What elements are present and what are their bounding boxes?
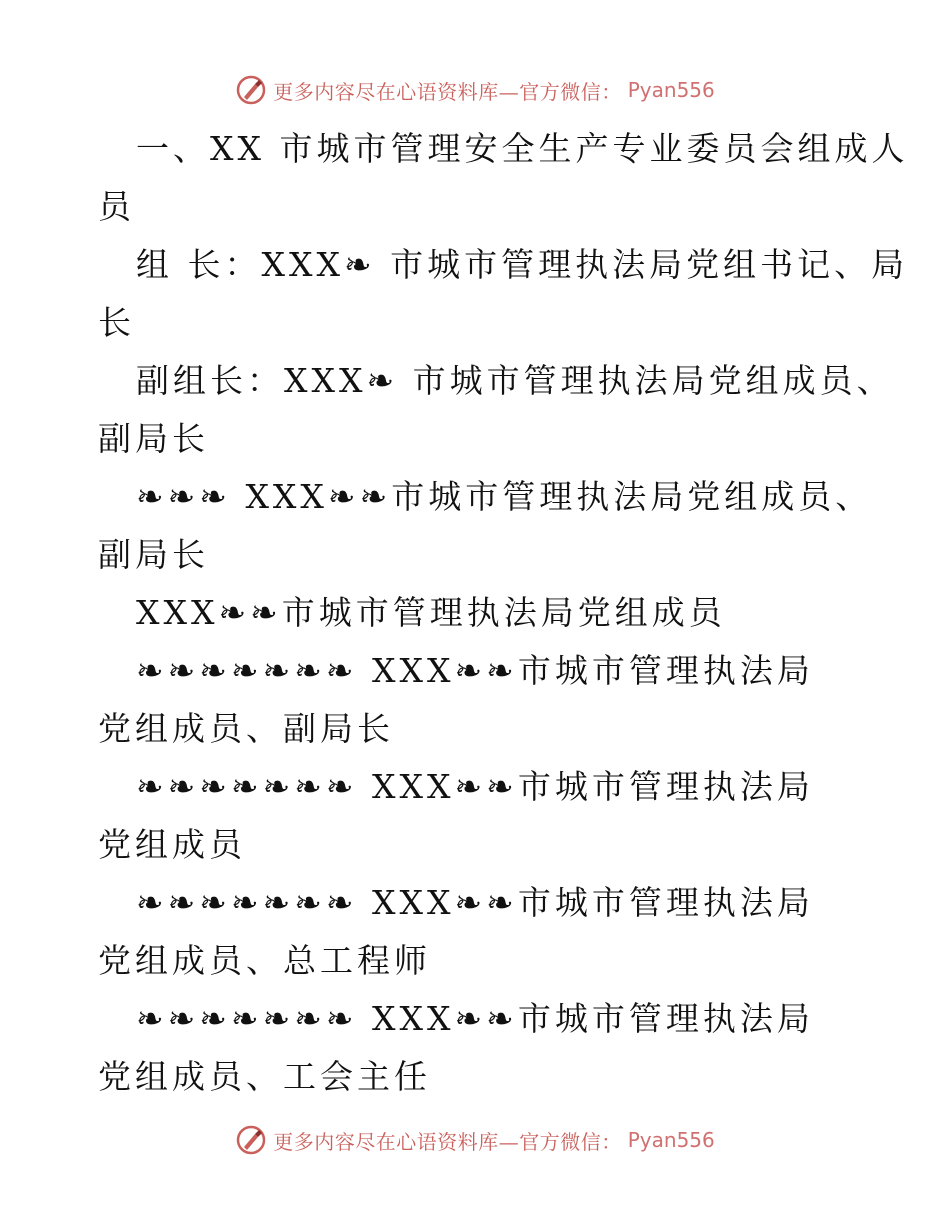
pen-circle-logo-icon <box>235 74 267 106</box>
text-line: ❧❧❧❧❧❧❧ XXX❧❧市城市管理执法局 <box>136 883 814 922</box>
text-line: 党组成员、总工程师 <box>98 941 431 980</box>
watermark-text: 更多内容尽在心语资料库—官方微信： <box>273 1129 622 1154</box>
text-line: ❧❧❧❧❧❧❧ XXX❧❧市城市管理执法局 <box>136 767 814 806</box>
text-line: 党组成员、工会主任 <box>98 1057 431 1096</box>
text-line: 一、XX 市城市管理安全生产专业委员会组成人 <box>136 129 909 168</box>
text-line: 党组成员 <box>98 825 246 864</box>
watermark-wechat-id: Pyan556 <box>627 78 715 102</box>
text-line: 副局长 <box>98 535 209 574</box>
text-line: ❧❧❧❧❧❧❧ XXX❧❧市城市管理执法局 <box>136 651 814 690</box>
footer-watermark-banner <box>0 1120 950 1160</box>
watermark-wechat-id: Pyan556 <box>627 1128 715 1152</box>
text-line: 长 <box>98 303 135 342</box>
watermark-text: 更多内容尽在心语资料库—官方微信： <box>273 79 622 104</box>
text-line: ❧❧❧ XXX❧❧市城市管理执法局党组成员、 <box>136 477 873 516</box>
text-line: 党组成员、副局长 <box>98 709 394 748</box>
text-line: 副局长 <box>98 419 209 458</box>
document-body <box>98 120 909 1106</box>
text-line: 员 <box>98 187 135 226</box>
text-line: 副组长：XXX❧ 市城市管理执法局党组成员、 <box>136 361 894 400</box>
pen-circle-logo-icon <box>235 1124 267 1156</box>
text-line: 组 长：XXX❧ 市城市管理执法局党组书记、局 <box>136 245 909 284</box>
header-watermark-banner <box>0 70 950 110</box>
text-line: XXX❧❧市城市管理执法局党组成员 <box>136 593 726 632</box>
text-line: ❧❧❧❧❧❧❧ XXX❧❧市城市管理执法局 <box>136 999 814 1038</box>
